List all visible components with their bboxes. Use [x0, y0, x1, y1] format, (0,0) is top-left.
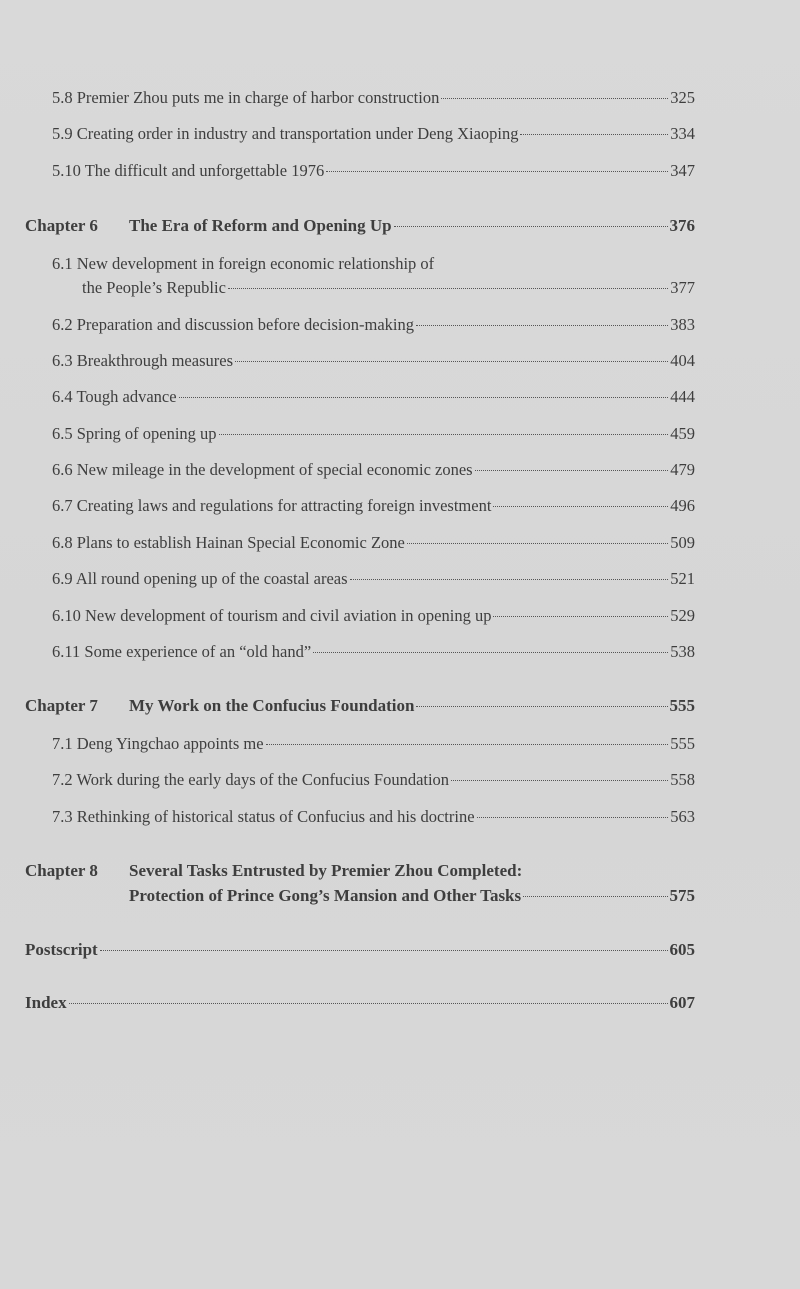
- toc-entry-page: 509: [670, 533, 695, 552]
- toc-entry-page: 496: [670, 496, 695, 515]
- toc-entry-page: 479: [670, 460, 695, 479]
- leader-dots: [416, 325, 668, 326]
- toc-entry-title: 7.1 Deng Yingchao appoints me: [52, 734, 264, 753]
- leader-dots: [416, 706, 667, 707]
- toc-entry-page: 334: [670, 124, 695, 143]
- toc-entry-title: 5.8 Premier Zhou puts me in charge of harbor construction: [52, 88, 440, 107]
- toc-entry-title: 6.3 Breakthrough measures: [52, 351, 233, 370]
- toc-entry-page: 529: [670, 606, 695, 625]
- toc-entry-page: 555: [670, 734, 695, 753]
- chapter-title: My Work on the Confucius Foundation: [129, 696, 415, 715]
- leader-dots: [235, 361, 668, 362]
- chapter-page: 607: [669, 993, 695, 1012]
- leader-dots: [523, 896, 667, 897]
- toc-entry-title: 6.2 Preparation and discussion before decision-making: [52, 315, 414, 334]
- leader-dots: [394, 226, 668, 227]
- toc-entry-title: 6.9 All round opening up of the coastal areas: [52, 569, 348, 588]
- chapter-title: Index: [25, 993, 67, 1012]
- toc-entry-page: 558: [670, 770, 695, 789]
- leader-dots: [266, 744, 669, 745]
- toc-entry-page: 325: [670, 88, 695, 107]
- toc-entry-title: 7.2 Work during the early days of the Confucius Foundation: [52, 770, 450, 789]
- leader-dots: [493, 616, 668, 617]
- toc-entry-title-line1: 6.1 New development in foreign economic relationship of: [52, 254, 435, 273]
- chapter-page: 376: [669, 216, 695, 235]
- leader-dots: [493, 506, 668, 507]
- leader-dots: [100, 950, 668, 951]
- leader-dots: [69, 1003, 668, 1004]
- leader-dots: [477, 817, 669, 818]
- chapter-page: 555: [669, 696, 695, 715]
- chapter-label: Chapter 8: [25, 861, 98, 880]
- leader-dots: [326, 171, 668, 172]
- toc-entry-page: 347: [670, 161, 695, 180]
- leader-dots: [228, 288, 668, 289]
- toc-entry-title: 6.10 New development of tourism and civil aviation in opening up: [52, 606, 492, 625]
- leader-dots: [313, 652, 668, 653]
- chapter-title-line1: [25, 859, 522, 883]
- leader-dots: [520, 134, 668, 135]
- leader-dots: [441, 98, 668, 99]
- leader-dots: [407, 543, 668, 544]
- chapter-label: Chapter 6: [25, 216, 98, 235]
- toc-entry-title: 6.7 Creating laws and regulations for attracting foreign investment: [52, 496, 492, 515]
- toc-entry-page: 563: [670, 807, 695, 826]
- leader-dots: [475, 470, 669, 471]
- leader-dots: [350, 579, 669, 580]
- leader-dots: [219, 434, 669, 435]
- chapter-label: Chapter 7: [25, 696, 98, 715]
- toc-entry-title: 6.4 Tough advance: [52, 387, 177, 406]
- toc-entry-title: 7.3 Rethinking of historical status of Confucius and his doctrine: [52, 807, 475, 826]
- toc-entry-title: 5.10 The difficult and unforgettable 1976: [52, 161, 325, 180]
- toc-entry-page: 538: [670, 642, 695, 661]
- chapter-title: Protection of Prince Gong’s Mansion and Other Tasks: [129, 886, 522, 905]
- chapter-title-first: Several Tasks Entrusted by Premier Zhou Completed:: [129, 861, 523, 880]
- toc-entry-page: 377: [670, 278, 695, 297]
- toc-entry-title: the People’s Republic: [82, 278, 226, 297]
- leader-dots: [451, 780, 668, 781]
- toc-entry-page: 444: [670, 387, 695, 406]
- toc-entry-title: 6.8 Plans to establish Hainan Special Economic Zone: [52, 533, 405, 552]
- chapter-title: Postscript: [25, 940, 98, 959]
- toc-entry-page: 521: [670, 569, 695, 588]
- chapter-page: 575: [669, 886, 695, 905]
- leader-dots: [179, 397, 669, 398]
- toc-entry-title: 6.5 Spring of opening up: [52, 424, 217, 443]
- toc-entry-title: 6.11 Some experience of an “old hand”: [52, 642, 312, 661]
- chapter-title: The Era of Reform and Opening Up: [129, 216, 392, 235]
- toc-entry-title: 5.9 Creating order in industry and transportation under Deng Xiaoping: [52, 124, 519, 143]
- toc-entry-page: 404: [670, 351, 695, 370]
- toc-entry-page: 459: [670, 424, 695, 443]
- chapter-page: 605: [669, 940, 695, 959]
- toc-entry-title: 6.6 New mileage in the development of special economic zones: [52, 460, 473, 479]
- toc-entry-page: 383: [670, 315, 695, 334]
